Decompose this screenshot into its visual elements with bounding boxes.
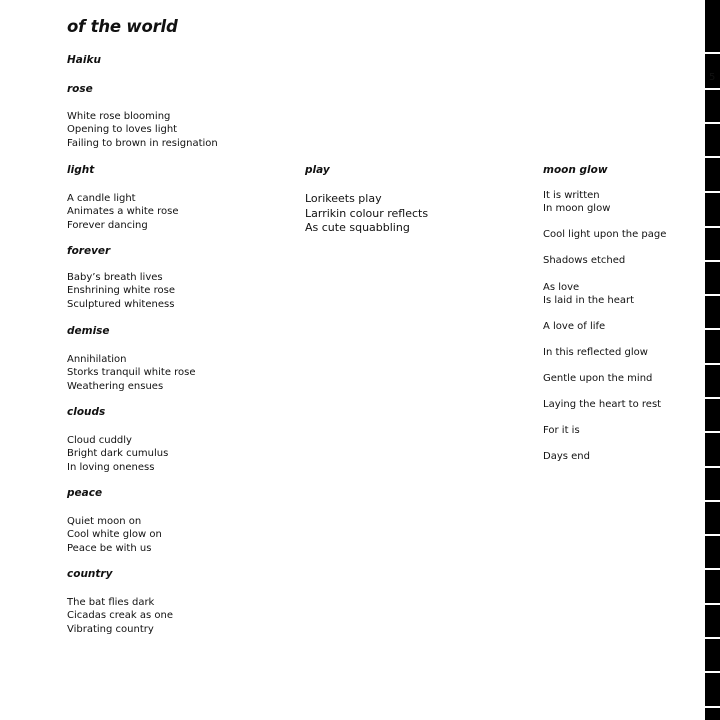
edge-tick <box>705 397 720 399</box>
edge-tick <box>705 706 720 708</box>
poem-line: Gentle upon the mind <box>543 373 653 384</box>
poem-line: Bright dark cumulus <box>67 448 169 460</box>
poem-play <box>305 192 428 236</box>
edge-tick <box>705 363 720 365</box>
poem-title-rose: rose <box>67 83 93 95</box>
poem-line: Sculptured whiteness <box>67 298 175 310</box>
poem-line: The bat flies dark <box>67 597 155 608</box>
poem-line: As cute squabbling <box>305 221 410 235</box>
edge-tick <box>705 637 720 639</box>
poem-line: A love of life <box>543 321 606 332</box>
poem-line: As love <box>543 282 580 293</box>
poem-title-clouds: clouds <box>67 406 106 418</box>
edge-tick <box>705 603 720 605</box>
edge-tick <box>705 88 720 90</box>
poem-title-country: country <box>67 568 113 580</box>
poem-title-play: play <box>305 164 330 176</box>
edge-tick <box>705 568 720 570</box>
poem-line: Failing to brown in resignation <box>67 137 218 149</box>
poem-line: Cool light upon the page <box>543 229 667 240</box>
poem-country <box>67 596 173 636</box>
poem-light <box>67 192 179 232</box>
poem-title-forever: forever <box>67 245 111 257</box>
poem-title-light: light <box>67 164 95 176</box>
section-heading: Haiku <box>67 54 101 66</box>
edge-tick <box>705 156 720 158</box>
poem-line: In this reflected glow <box>543 347 648 358</box>
edge-tick <box>705 52 720 54</box>
poem-line: Enshrining white rose <box>67 285 175 297</box>
page-edge-strip <box>705 0 720 720</box>
edge-tick <box>705 534 720 536</box>
poem-title-demise: demise <box>67 325 110 337</box>
poem-line: Forever dancing <box>67 219 148 231</box>
poem-peace <box>67 515 162 555</box>
edge-tick <box>705 671 720 673</box>
poem-line: In moon glow <box>543 203 611 214</box>
edge-tick <box>705 500 720 502</box>
poem-line: Quiet moon on <box>67 516 142 527</box>
edge-tick <box>705 328 720 330</box>
edge-tick <box>705 431 720 433</box>
edge-tick <box>705 466 720 468</box>
poem-line: Is laid in the heart <box>543 295 635 306</box>
edge-tick <box>705 191 720 193</box>
poem-line: Annihilation <box>67 354 127 365</box>
poem-line: For it is <box>543 425 580 436</box>
poem-line: Weathering ensues <box>67 380 164 392</box>
poem-line: Cool white glow on <box>67 529 162 541</box>
poem-line: Cicadas creak as one <box>67 610 174 622</box>
page-title: of the world <box>67 17 178 36</box>
poem-line: Animates a white rose <box>67 206 179 218</box>
edge-tick <box>705 260 720 262</box>
poem-line: Baby’s breath lives <box>67 272 163 283</box>
poem-line: Vibrating country <box>67 623 154 635</box>
poem-line: Shadows etched <box>543 255 626 266</box>
poem-line: In loving oneness <box>67 461 155 473</box>
poem-demise <box>67 353 196 393</box>
edge-tick <box>705 226 720 228</box>
poem-forever <box>67 271 175 311</box>
poem-line: Cloud cuddly <box>67 435 132 446</box>
poem-title-moon-glow: moon glow <box>543 164 608 176</box>
poem-line: Storks tranquil white rose <box>67 367 196 379</box>
poem-line: Peace be with us <box>67 542 152 554</box>
poem-line: Days end <box>543 451 590 462</box>
poem-line: Opening to loves light <box>67 124 178 136</box>
poem-title-peace: peace <box>67 487 103 499</box>
poem-clouds <box>67 434 168 474</box>
page-number: 5 <box>709 72 716 83</box>
poem-line: Lorikeets play <box>305 192 382 205</box>
poem-rose <box>67 110 218 150</box>
poem-line: A candle light <box>67 193 136 204</box>
edge-tick <box>705 294 720 296</box>
poem-line: White rose blooming <box>67 111 171 122</box>
poem-line: Larrikin colour reflects <box>305 206 429 220</box>
edge-tick <box>705 122 720 124</box>
poem-line: Laying the heart to rest <box>543 399 662 410</box>
poem-line: It is written <box>543 190 600 201</box>
